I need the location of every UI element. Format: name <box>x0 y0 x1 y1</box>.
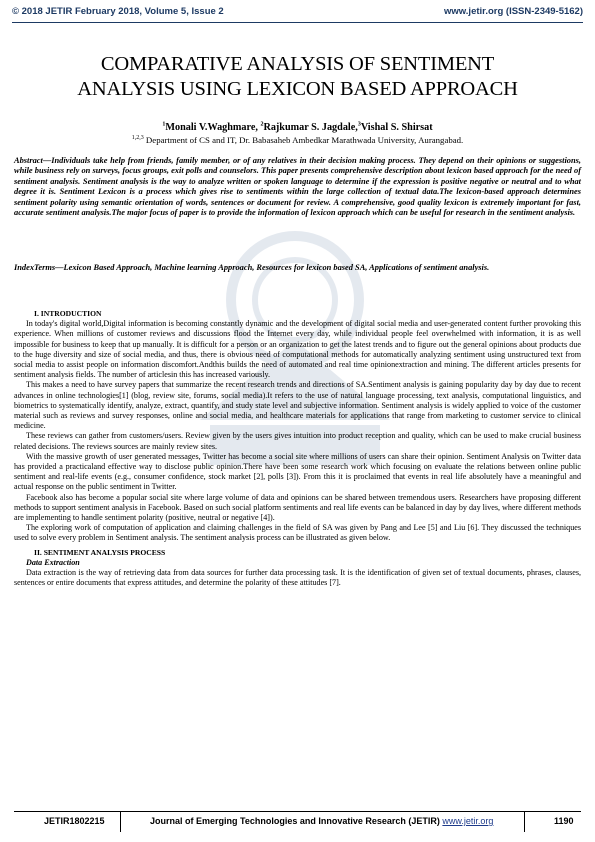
author-list <box>14 122 581 133</box>
affiliation-index: 1,2,3 <box>131 135 144 142</box>
running-footer <box>14 816 581 830</box>
paragraph: Data extraction is the way of retrieving data from data sources for further data processing task. It is the identification of given set of textual documents, phrases, clauses, sentences or entire documents that express attitudes, and determine the polarity of these attitudes [7]. <box>14 568 581 588</box>
subsection-heading-data-extraction: Data Extraction <box>26 557 80 567</box>
author-3: Vishal S. Shirsat <box>360 122 433 133</box>
footer-journal <box>150 816 493 826</box>
paragraph: With the massive growth of user generated messages, Twitter has become a social site where millions of users can share their opinion. Sentiment Analysis on Twitter data has provided a practicaland effective way to disclose public opinion.There have been some research work which focusing on evaluate the relations between online public sentiment and real-life events (e.g., consumer confidence, stock market [2], polls [3]). From this it is proclaimed that events in real life absolutely have a meaningful and actual response on the public sentiment in Twitter. <box>14 451 581 492</box>
author-1: Monali V.Waghmare, <box>165 122 261 133</box>
affiliation <box>14 135 581 145</box>
header-rule <box>12 22 583 23</box>
section-heading-sa-process: II. SENTIMENT ANALYSIS PROCESS <box>34 547 166 557</box>
footer-rule <box>14 811 581 812</box>
index-terms: IndexTerms—Lexicon Based Approach, Machine learning Approach, Resources for lexicon based SA, Applications of sentiment analysis. <box>14 263 490 272</box>
author-2: Rajkumar S. Jagdale, <box>263 122 358 133</box>
body-text <box>14 309 581 588</box>
footer-journal-link[interactable]: www.jetir.org <box>442 816 494 826</box>
footer-journal-name: Journal of Emerging Technologies and Innovative Research (JETIR) <box>150 816 443 826</box>
running-header <box>12 6 583 20</box>
paragraph: The exploring work of computation of application and claiming challenges in the field of SA was given by Pang and Lee [5] and Liu [6]. They discussed the techniques used to solve every problem in Sentiment analysis. The sentiment analysis process can be illustrated as given below. <box>14 523 581 543</box>
paragraph: Facebook also has become a popular social site where large volume of data and opinions can be shared between tremendous users. Researchers have proposing different methods to support sentiment analysis in Facebook. Based on such social platform sentiments and real life events can be balanced in day by day lives, where different methods are implementing to handle sentiment polarity (positive, neutral or negative [4]). <box>14 492 581 523</box>
author-2-index: 2 <box>260 121 264 128</box>
abstract: Abstract—Individuals take help from friends, family member, or of any relatives in their decision making process. They depend on their opinions or suggestions, while business rely on surveys, focus groups, exit polls and counselors. This paper presents comprehensive description about lexicon based approach for the need of sentiment analysis. Sentiment analysis is the way to analyze written or spoken language to determine if the expression is positive negative or neutral and to what degree it is. Sentiment Lexicon is a process which gives rise to sentiments within the large collection of textual data.The lexicon-based approach determines sentiment polarity using semantic orientation of words, sentences or document for review. A comprehensive, good quality lexicon is extremely important for fast, accurate sentiment analysis.The major focus of paper is to provide the information of lexicon approach which can be useful for research in the sentiment analysis. <box>14 156 581 218</box>
title-line-1: COMPARATIVE ANALYSIS OF SENTIMENT <box>100 53 495 75</box>
page-number: 1190 <box>554 816 574 826</box>
paper-title <box>14 52 581 102</box>
header-journal-issue: © 2018 JETIR February 2018, Volume 5, Issue 2 <box>12 6 224 17</box>
paragraph: These reviews can gather from customers/users. Review given by the users gives intuition into product reception and quality, which can be used to make crucial business related decisions. The reviews sources are mainly review sites. <box>14 431 581 451</box>
paragraph: In today's digital world,Digital information is becoming constantly dynamic and the development of digital social media and user-generated content further provoking this experience. When millions of customer reviews and discussions flood the Internet every day, while individual people feel overwhelmed with information, it is as well impossible for business to keep that up manually. It is difficult for a person or an organization to get the latest trends and to figure out the general opinions about products due to the huge diversity and size of social media, and thus, there is obvious need of computational methods for automatically analyzing sentiment using unstructured text from social media to assist people on information discomfort.Andthis builds the need of automated and real time opinionextraction and mining. The different articles presents for sentiment analysis fields. The number of articlesin this has increased variously. <box>14 319 581 380</box>
header-website-issn: www.jetir.org (ISSN-2349-5162) <box>443 6 583 17</box>
affiliation-text: Department of CS and IT, Dr. Babasaheb Ambedkar Marathwada University, Aurangabad. <box>143 135 464 145</box>
footer-paper-id: JETIR1802215 <box>44 816 105 826</box>
title-line-2: ANALYSIS USING LEXICON BASED APPROACH <box>77 78 518 100</box>
author-1-index: 1 <box>162 121 166 128</box>
author-3-index: 3 <box>357 121 361 128</box>
paragraph: This makes a need to have survey papers that summarize the recent research trends and directions of SA.Sentiment analysis is gaining popularity day by day due to recent advances in online technologies[1] (blog, review site, forums, social media).It refers to the use of natural language processing, text analysis, computational linguistics, and biometrics to systematically identify, analyze, extract, quantify, and study state level and subjective information. Sentiment analysis is widely applied to voice of the customer material such as reviews and survey responses, online and social media, and healthcare materials for applications that range from marketing to customer service to clinical medicine. <box>14 380 581 431</box>
section-heading-introduction: I. INTRODUCTION <box>34 309 102 318</box>
